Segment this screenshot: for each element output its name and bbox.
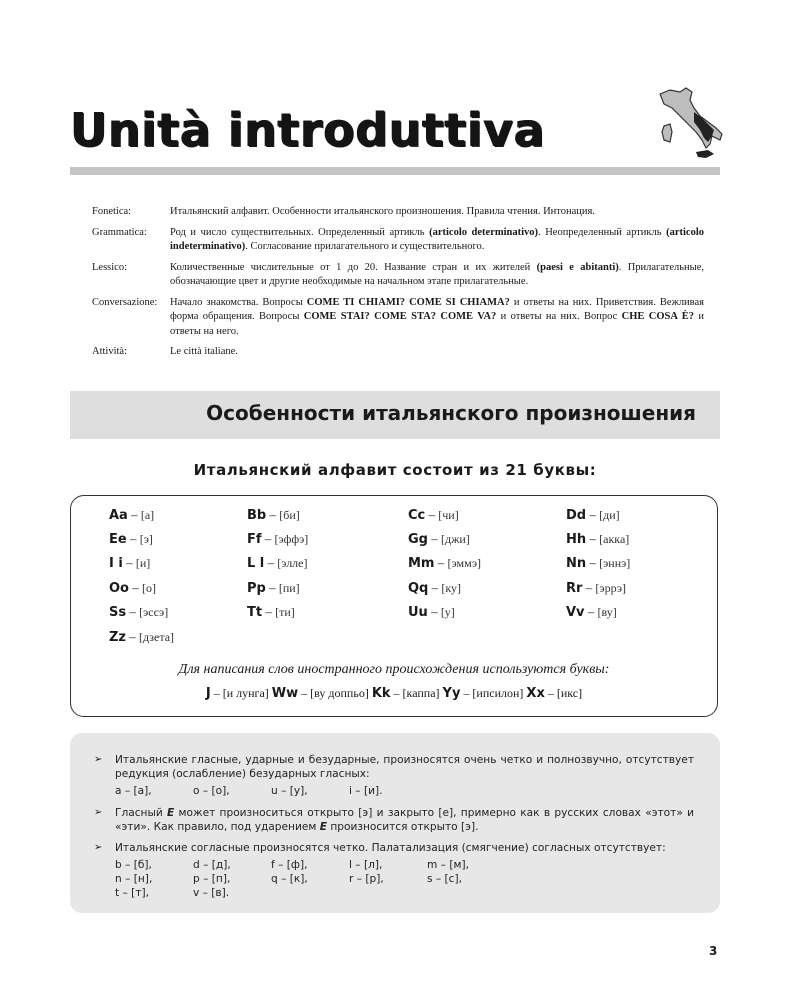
letter-pronunciation: [пи] <box>278 581 300 595</box>
foreign-letter-pronunciation: [каппа] <box>402 686 440 700</box>
letter-glyph: Nn <box>566 556 587 571</box>
overview-label: Lessico: <box>92 261 127 273</box>
page-number: 3 <box>709 944 718 958</box>
foreign-letter-glyph: Xx <box>526 686 545 701</box>
overview-text: Начало знакомства. Вопросы COME TI CHIAMI? COME SI CHIAMA? и ответы на них. Приветствия. Вежливая форма обращения. Вопросы COME STAI? COME STA? COME VA? и ответы на них. Вопрос CHE COSA È? и ответы на него. <box>170 296 704 337</box>
vowel-pairs <box>115 784 694 798</box>
letter-glyph: Vv <box>566 605 585 620</box>
arrow-bullet-icon: ➢ <box>94 807 103 818</box>
letter-pronunciation: [эффэ] <box>274 532 309 546</box>
letter-pronunciation: [о] <box>141 581 156 595</box>
letter-glyph: Zz <box>109 630 126 645</box>
sound-pair: p – [п], <box>193 873 231 885</box>
letter-pronunciation: [э] <box>139 532 153 546</box>
letter-glyph: Pp <box>247 581 266 596</box>
foreign-letter-pronunciation: [и лунга] <box>222 686 269 700</box>
sound-pair: a – [а], <box>115 785 152 797</box>
letter-pronunciation: [би] <box>279 508 300 522</box>
arrow-bullet-icon: ➢ <box>94 754 103 765</box>
section-band <box>70 391 720 439</box>
note-e-vowel-text: Гласный E может произноситься открыто [э] и закрыто [е], примерно как в русских словах «этот» и «эти». Как правило, под ударением E произносится открыто [э]. <box>115 807 694 833</box>
alphabet-letter: Pp – [пи] <box>247 580 300 596</box>
foreign-letter-pronunciation: [ву доппьо] <box>310 686 369 700</box>
alphabet-letter: L l – [элле] <box>247 555 308 571</box>
alphabet-letter: Rr – [эррэ] <box>566 580 627 596</box>
letter-pronunciation: [эммэ] <box>447 556 482 570</box>
letter-glyph: Gg <box>408 532 428 547</box>
sound-pair: l – [л], <box>349 859 383 871</box>
letter-glyph: Tt <box>247 605 263 620</box>
alphabet-letter: Cc – [чи] <box>408 507 459 523</box>
note-vowels-text: Итальянские гласные, ударные и безударные, произносятся очень четко и полнозвучно, отсутствует редукция (ослабление) безударных гласных: <box>115 754 694 780</box>
note-consonants <box>94 841 694 900</box>
letter-pronunciation: [ти] <box>275 605 295 619</box>
letter-pronunciation: [элле] <box>277 556 308 570</box>
letter-glyph: Qq <box>408 581 429 596</box>
alphabet-letter: Gg – [джи] <box>408 531 470 547</box>
foreign-letters-title: Для написания слов иностранного происхождения используются буквы: <box>178 662 610 677</box>
letter-glyph: Aa <box>109 508 128 523</box>
pair-row <box>115 872 694 886</box>
title-underline <box>70 167 720 175</box>
alphabet-letter: Hh – [акка] <box>566 531 630 547</box>
note-vowels <box>94 753 694 798</box>
letter-glyph: Dd <box>566 508 587 523</box>
letter-pronunciation: [ку] <box>441 581 462 595</box>
alphabet-letter: Ss – [эссэ] <box>109 604 169 620</box>
letter-glyph: Cc <box>408 508 426 523</box>
overview-label: Grammatica: <box>92 226 147 238</box>
sound-pair: d – [д], <box>193 859 231 871</box>
alphabet-letter: Vv – [ву] <box>566 604 617 620</box>
letter-pronunciation: [акка] <box>599 532 630 546</box>
section-title: Особенности итальянского произношения <box>206 401 696 425</box>
letter-pronunciation: [у] <box>440 605 455 619</box>
sound-pair: n – [н], <box>115 873 153 885</box>
letter-glyph: Oo <box>109 581 129 596</box>
sound-pair: s – [с], <box>427 873 463 885</box>
overview-row <box>92 296 704 340</box>
page-title: Unità introduttiva <box>70 103 546 157</box>
alphabet-letter: Qq – [ку] <box>408 580 462 596</box>
alphabet-letter: Bb – [би] <box>247 507 300 523</box>
overview-text: Le città italiane. <box>170 346 238 357</box>
sound-pair: r – [р], <box>349 873 384 885</box>
notes-box <box>70 733 720 913</box>
overview-row <box>92 261 704 290</box>
letter-glyph: L l <box>247 556 265 571</box>
foreign-letters-row: J – [и лунга] Ww – [ву доппьо] Kk – [каппа] Yy – [ипсилон] Xx – [икс] <box>205 686 583 701</box>
alphabet-letter: Nn – [эннэ] <box>566 555 631 571</box>
letter-pronunciation: [дзета] <box>139 630 175 644</box>
pair-row <box>115 886 694 900</box>
pair-row <box>115 858 694 872</box>
consonant-pairs <box>115 858 694 900</box>
letter-glyph: Uu <box>408 605 428 620</box>
overview-row <box>92 205 704 220</box>
italy-map-icon <box>650 82 730 162</box>
alphabet-heading: Итальянский алфавит состоит из 21 буквы: <box>193 461 597 479</box>
foreign-letter-pronunciation: [ипсилон] <box>472 686 524 700</box>
letter-pronunciation: [эррэ] <box>595 581 627 595</box>
alphabet-letter: Tt – [ти] <box>247 604 295 620</box>
overview-label: Fonetica: <box>92 206 132 217</box>
letter-pronunciation: [ву] <box>597 605 617 619</box>
letter-glyph: Hh <box>566 532 587 547</box>
overview-text: Количественные числительные от 1 до 20. Название стран и их жителей (paesi e abitanti). Прилагательные, обозначающие цвет и другие необходимые на начальном этапе прилагательные. <box>170 261 704 287</box>
sound-pair: f – [ф], <box>271 859 308 871</box>
letter-pronunciation: [джи] <box>440 532 470 546</box>
letter-glyph: Mm <box>408 556 435 571</box>
letter-glyph: Rr <box>566 581 583 596</box>
letter-glyph: I i <box>109 556 123 571</box>
foreign-letter-pronunciation: [икс] <box>556 686 583 700</box>
letter-pronunciation: [ди] <box>599 508 620 522</box>
alphabet-letter: Dd – [ди] <box>566 507 620 523</box>
letter-glyph: Ss <box>109 605 127 620</box>
alphabet-letter: Ff – [эффэ] <box>247 531 309 547</box>
overview-label: Conversazione: <box>92 296 158 308</box>
arrow-bullet-icon: ➢ <box>94 842 103 853</box>
sound-pair: o – [о], <box>193 785 230 797</box>
letter-pronunciation: [чи] <box>438 508 459 522</box>
sound-pair: t – [т], <box>115 887 149 899</box>
letter-glyph: Ff <box>247 532 262 547</box>
foreign-letter-glyph: Ww <box>271 686 299 701</box>
foreign-letter-glyph: Yy <box>442 686 461 701</box>
unit-overview <box>92 205 704 366</box>
letter-pronunciation: [эссэ] <box>139 605 169 619</box>
alphabet-letter: Oo – [о] <box>109 580 156 596</box>
sound-pair: u – [у], <box>271 785 308 797</box>
overview-text: Род и число существительных. Определенный артикль (articolo determinativo). Неопределенный артикль (articolo indeterminativo). Согласование прилагательного и существительного. <box>170 226 704 252</box>
alphabet-letter: I i – [и] <box>109 555 151 571</box>
overview-text: Итальянский алфавит. Особенности итальянского произношения. Правила чтения. Интонация. <box>170 206 595 217</box>
note-consonants-text: Итальянские согласные произносятся четко. Палатализация (смягчение) согласных отсутствует: <box>115 842 666 854</box>
alphabet-letter: Zz – [дзета] <box>109 629 175 645</box>
alphabet-letter: Aa – [а] <box>109 507 155 523</box>
letter-glyph: Bb <box>247 508 267 523</box>
sound-pair: q – [к], <box>271 873 308 885</box>
pair-row <box>115 784 694 798</box>
sound-pair: m – [м], <box>427 859 469 871</box>
note-e-vowel <box>94 806 694 834</box>
overview-row <box>92 226 704 255</box>
letter-glyph: Ee <box>109 532 127 547</box>
foreign-letter-glyph: Kk <box>371 686 391 701</box>
alphabet-letter: Uu – [у] <box>408 604 455 620</box>
overview-label: Attività: <box>92 346 127 357</box>
sound-pair: b – [б], <box>115 859 152 871</box>
alphabet-letter: Mm – [эммэ] <box>408 555 482 571</box>
sound-pair: v – [в]. <box>193 887 230 899</box>
alphabet-letter: Ee – [э] <box>109 531 153 547</box>
alphabet-box <box>70 495 718 717</box>
letter-pronunciation: [эннэ] <box>599 556 631 570</box>
foreign-letter-glyph: J <box>205 686 211 701</box>
letter-pronunciation: [и] <box>135 556 151 570</box>
overview-row <box>92 345 704 360</box>
sound-pair: i – [и]. <box>349 785 383 797</box>
letter-pronunciation: [а] <box>140 508 155 522</box>
